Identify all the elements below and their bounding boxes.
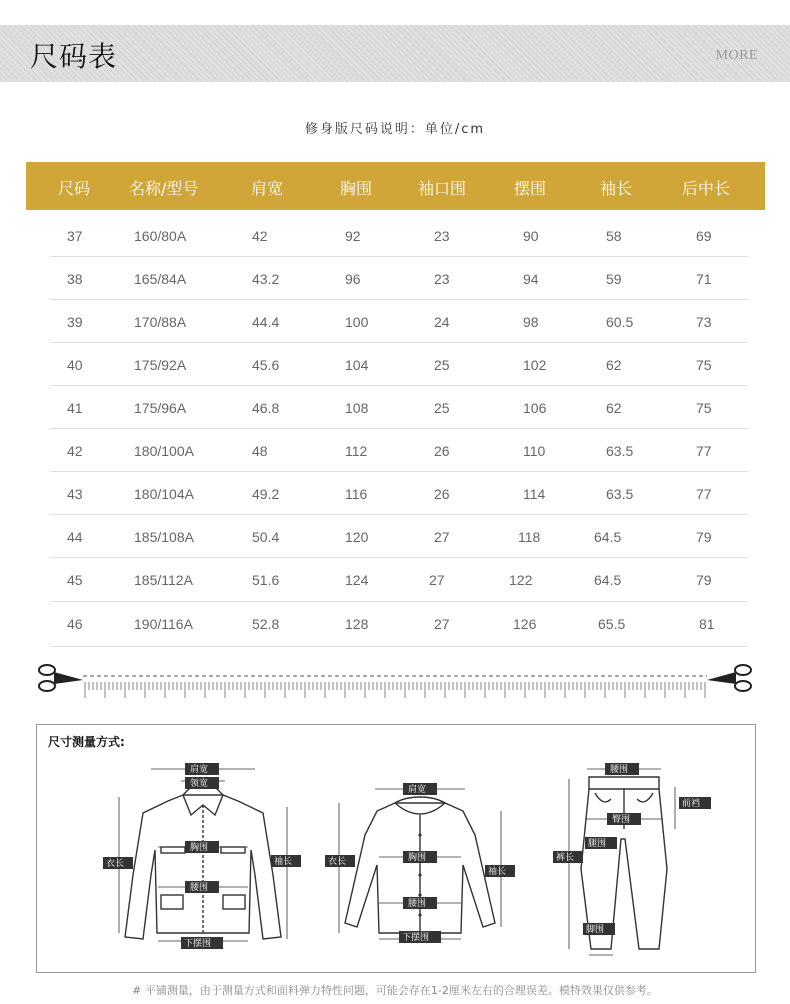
shirt-shoulder-label	[403, 783, 437, 795]
cell-back-length: 77	[696, 443, 712, 459]
more-link[interactable]: MORE	[715, 48, 758, 63]
cell-back-length: 75	[696, 400, 712, 416]
pants-length-label	[553, 851, 583, 863]
cell-shoulder: 52.8	[252, 616, 280, 632]
pants-foot-label	[583, 923, 615, 935]
cell-size: 40	[67, 357, 83, 373]
cell-shoulder: 51.6	[252, 572, 280, 588]
cell-cuff: 26	[434, 486, 450, 502]
header-back-length: 后中长	[682, 179, 731, 198]
svg-text:腰围: 腰围	[610, 765, 629, 775]
shirt-sleeve-label	[485, 865, 515, 877]
cell-model: 180/100A	[134, 443, 194, 459]
cell-back-length: 69	[696, 228, 712, 244]
cell-size: 42	[67, 443, 83, 459]
measurement-footnote: # 平铺测量，由于测量方式和面料弹力特性问题，可能会存在1-2厘米左右的合理误差。模特效果仅供参考。	[132, 984, 658, 997]
cell-sleeve: 63.5	[606, 486, 634, 502]
cell-chest: 120	[345, 529, 369, 545]
cell-chest: 96	[345, 271, 361, 287]
cell-sleeve: 65.5	[598, 616, 626, 632]
section-header	[0, 25, 790, 82]
header-shoulder: 肩宽	[251, 179, 284, 198]
cell-hem: 90	[523, 228, 539, 244]
table-row	[50, 214, 748, 257]
scissors-left-icon	[39, 665, 83, 691]
cell-back-length: 71	[696, 271, 712, 287]
cell-cuff: 27	[434, 529, 450, 545]
cell-back-length: 77	[696, 486, 712, 502]
svg-text:腰围: 腰围	[408, 899, 427, 909]
table-row	[50, 386, 748, 429]
shirt-waist-label	[403, 897, 437, 909]
cell-sleeve: 58	[606, 228, 622, 244]
shirt-hem-label	[399, 931, 441, 943]
cell-model: 190/116A	[134, 616, 193, 632]
header-hem: 摆围	[514, 179, 547, 198]
cell-sleeve: 60.5	[606, 314, 634, 330]
cell-chest: 108	[345, 400, 369, 416]
jacket-sleeve-label	[271, 855, 301, 867]
cell-hem: 122	[509, 572, 533, 588]
cell-sleeve: 64.5	[594, 572, 622, 588]
cell-shoulder: 43.2	[252, 271, 280, 287]
measure-title: 尺寸测量方式:	[48, 735, 125, 749]
cell-size: 38	[67, 271, 83, 287]
header-chest: 胸围	[340, 179, 373, 198]
svg-text:下摆围: 下摆围	[402, 933, 430, 943]
svg-text:领宽: 领宽	[190, 779, 209, 789]
cell-cuff: 27	[434, 616, 450, 632]
cell-size: 43	[67, 486, 83, 502]
svg-text:腰围: 腰围	[190, 883, 209, 893]
cell-cuff: 26	[434, 443, 450, 459]
size-table-header	[26, 162, 765, 210]
cell-model: 175/92A	[134, 357, 187, 373]
cell-cuff: 27	[429, 572, 445, 588]
cell-chest: 104	[345, 357, 369, 373]
cell-size: 37	[67, 228, 83, 244]
pants-front-rise-label	[679, 797, 711, 809]
cell-shoulder: 42	[252, 228, 268, 244]
svg-text:衣长: 衣长	[106, 859, 125, 869]
svg-text:衣长: 衣长	[328, 857, 347, 867]
cell-back-length: 73	[696, 314, 712, 330]
shirt-diagram	[325, 775, 515, 955]
table-row	[50, 343, 748, 386]
cut-line-ruler	[35, 660, 755, 706]
svg-text:下摆围: 下摆围	[184, 939, 212, 949]
cell-model: 165/84A	[134, 271, 187, 287]
jacket-length-label	[103, 857, 133, 869]
cell-size: 45	[67, 572, 83, 588]
cell-size: 39	[67, 314, 83, 330]
cell-model: 180/104A	[134, 486, 194, 502]
jacket-chest-label	[185, 841, 219, 853]
table-row	[50, 515, 748, 558]
table-row	[50, 602, 748, 647]
cell-hem: 106	[523, 400, 547, 416]
header-cuff: 袖口围	[418, 179, 467, 198]
cell-hem: 98	[523, 314, 539, 330]
cell-cuff: 23	[434, 228, 450, 244]
cell-model: 170/88A	[134, 314, 187, 330]
cell-cuff: 23	[434, 271, 450, 287]
table-row	[50, 558, 748, 602]
header-sleeve: 袖长	[600, 179, 633, 198]
measurement-guide	[36, 724, 756, 973]
svg-text:肩宽: 肩宽	[408, 785, 427, 795]
cell-model: 175/96A	[134, 400, 187, 416]
pants-diagram	[547, 759, 717, 959]
cell-shoulder: 46.8	[252, 400, 280, 416]
cell-sleeve: 64.5	[594, 529, 622, 545]
svg-text:袖长: 袖长	[488, 867, 507, 877]
svg-text:臀围: 臀围	[612, 815, 631, 825]
cell-back-length: 81	[699, 616, 715, 632]
cell-hem: 102	[523, 357, 547, 373]
cell-shoulder: 45.6	[252, 357, 280, 373]
cell-sleeve: 63.5	[606, 443, 634, 459]
cell-chest: 112	[345, 443, 368, 459]
size-note: 修身版尺码说明：单位/cm	[304, 122, 486, 137]
svg-text:胸围: 胸围	[190, 843, 209, 853]
table-row	[50, 257, 748, 300]
cell-cuff: 24	[434, 314, 450, 330]
table-row	[50, 472, 748, 515]
pants-hip-label	[607, 813, 641, 825]
header-size: 尺码	[58, 179, 91, 198]
cell-shoulder: 44.4	[252, 314, 280, 330]
cell-chest: 116	[345, 486, 368, 502]
cell-sleeve: 62	[606, 400, 622, 416]
cell-shoulder: 49.2	[252, 486, 280, 502]
cell-model: 160/80A	[134, 228, 187, 244]
cell-size: 44	[67, 529, 83, 545]
table-row	[50, 429, 748, 472]
cell-hem: 110	[523, 443, 546, 459]
cell-hem: 118	[518, 529, 541, 545]
cell-shoulder: 50.4	[252, 529, 280, 545]
shirt-chest-label	[403, 851, 437, 863]
svg-text:脚围: 脚围	[586, 925, 605, 935]
cell-back-length: 79	[696, 572, 712, 588]
cell-back-length: 79	[696, 529, 712, 545]
cell-hem: 126	[513, 616, 537, 632]
svg-text:袖长: 袖长	[274, 857, 293, 867]
scissors-right-icon	[707, 665, 751, 691]
svg-text:肩宽: 肩宽	[190, 765, 209, 775]
cell-sleeve: 62	[606, 357, 622, 373]
cell-chest: 124	[345, 572, 369, 588]
cell-model: 185/108A	[134, 529, 194, 545]
cell-size: 41	[67, 400, 83, 416]
cell-cuff: 25	[434, 357, 450, 373]
jacket-collar-label	[185, 777, 219, 789]
cell-hem: 94	[523, 271, 539, 287]
table-row	[50, 300, 748, 343]
svg-text:胸围: 胸围	[408, 853, 427, 863]
cell-shoulder: 48	[252, 443, 268, 459]
cell-cuff: 25	[434, 400, 450, 416]
cell-hem: 114	[523, 486, 546, 502]
header-model: 名称/型号	[129, 179, 199, 198]
jacket-shoulder-label	[185, 763, 219, 775]
jacket-hem-label	[181, 937, 223, 949]
jacket-diagram	[103, 755, 303, 955]
cell-sleeve: 59	[606, 271, 622, 287]
cell-size: 46	[67, 616, 83, 632]
svg-text:腿围: 腿围	[588, 839, 607, 849]
cell-back-length: 75	[696, 357, 712, 373]
cell-chest: 100	[345, 314, 369, 330]
pants-waist-label	[605, 763, 639, 775]
cell-model: 185/112A	[134, 572, 193, 588]
cell-chest: 92	[345, 228, 361, 244]
jacket-waist-label	[185, 881, 219, 893]
cell-chest: 128	[345, 616, 369, 632]
shirt-length-label	[325, 855, 355, 867]
section-title: 尺码表	[30, 40, 118, 73]
pants-thigh-label	[585, 837, 617, 849]
svg-text:前裆: 前裆	[682, 799, 701, 809]
svg-text:裤长: 裤长	[556, 853, 575, 863]
